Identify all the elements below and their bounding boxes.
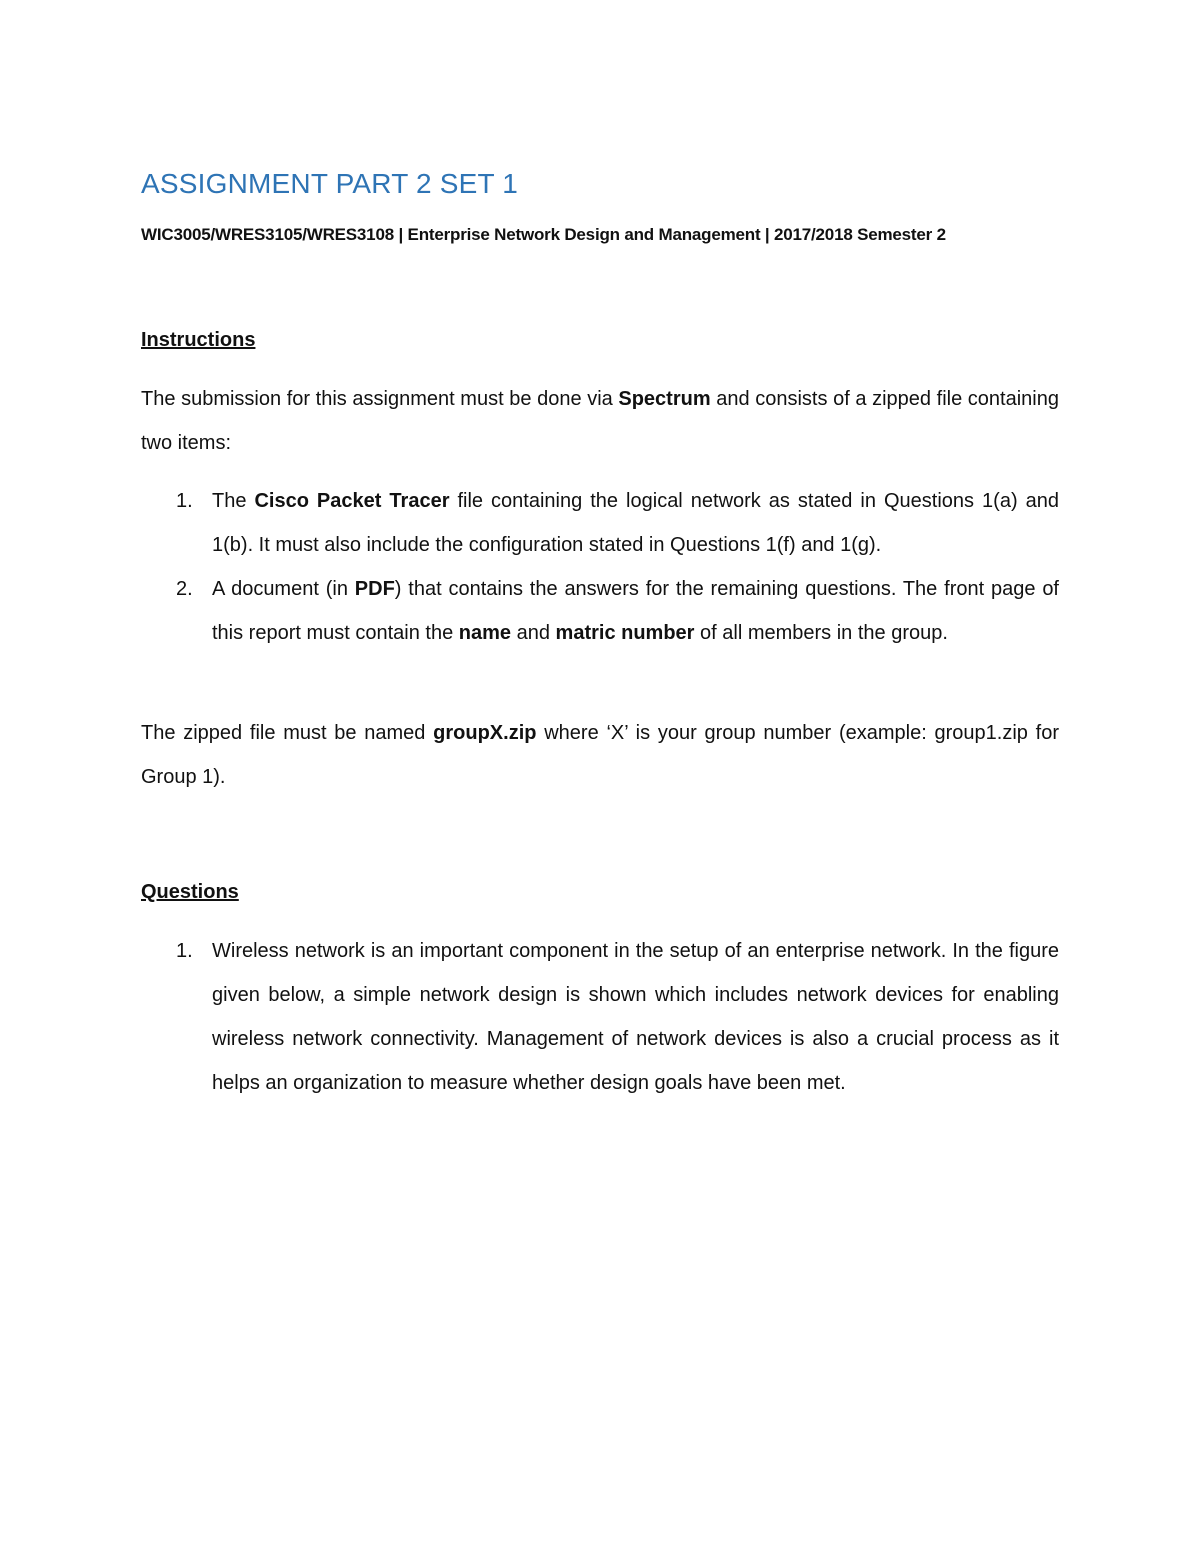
item-bold-pdf: PDF xyxy=(354,578,395,600)
item-text: ) that contains the answers for the remaining questions. The front page of this report must contain the xyxy=(212,578,1059,644)
item-text: The xyxy=(212,490,255,512)
submission-items-list xyxy=(141,479,1059,655)
naming-bold-filename: groupX.zip xyxy=(433,722,537,744)
course-subtitle: WIC3005/WRES3105/WRES3108 | Enterprise Network Design and Management | 2017/2018 Semester 2 xyxy=(141,225,946,244)
intro-text-2: and consists of a zipped file containing two items: xyxy=(141,388,1059,454)
item-bold-matric: matric number xyxy=(555,622,695,644)
list-item-number: 1. xyxy=(176,940,193,962)
item-text: of all members in the group. xyxy=(694,622,948,644)
naming-text-2: where ‘X’ is your group number (example: group1.zip for Group 1). xyxy=(141,722,1059,788)
item-bold-name: name xyxy=(458,622,512,644)
instructions-heading: Instructions xyxy=(141,329,256,351)
questions-list xyxy=(141,929,1059,1105)
question-text: Wireless network is an important component in the setup of an enterprise network. In the figure given below, a simple network design is shown which includes network devices for enabling wireless network connectivity. Management of network devices is also a crucial process as it helps an organization to measure whether design goals have been met. xyxy=(212,940,1059,1094)
list-item-number: 1. xyxy=(176,490,193,512)
naming-text-1: The zipped file must be named xyxy=(141,722,434,744)
list-item xyxy=(141,567,1059,655)
intro-text-1: The submission for this assignment must be done via xyxy=(141,388,619,410)
document-title: ASSIGNMENT PART 2 SET 1 xyxy=(141,168,519,199)
item-text: file containing the logical network as stated in Questions 1(a) and 1(b). It must also include the configuration stated in Questions 1(f) and 1(g). xyxy=(212,490,1059,556)
list-item xyxy=(141,479,1059,567)
item-bold-cisco: Cisco Packet Tracer xyxy=(254,490,450,512)
item-text: A document (in xyxy=(212,578,355,600)
instructions-intro xyxy=(141,377,1059,465)
item-text: and xyxy=(511,622,556,644)
list-item-number: 2. xyxy=(176,578,193,600)
questions-heading: Questions xyxy=(141,881,239,903)
list-item xyxy=(141,929,1059,1105)
intro-bold-spectrum: Spectrum xyxy=(618,388,711,410)
naming-instruction xyxy=(141,711,1059,799)
